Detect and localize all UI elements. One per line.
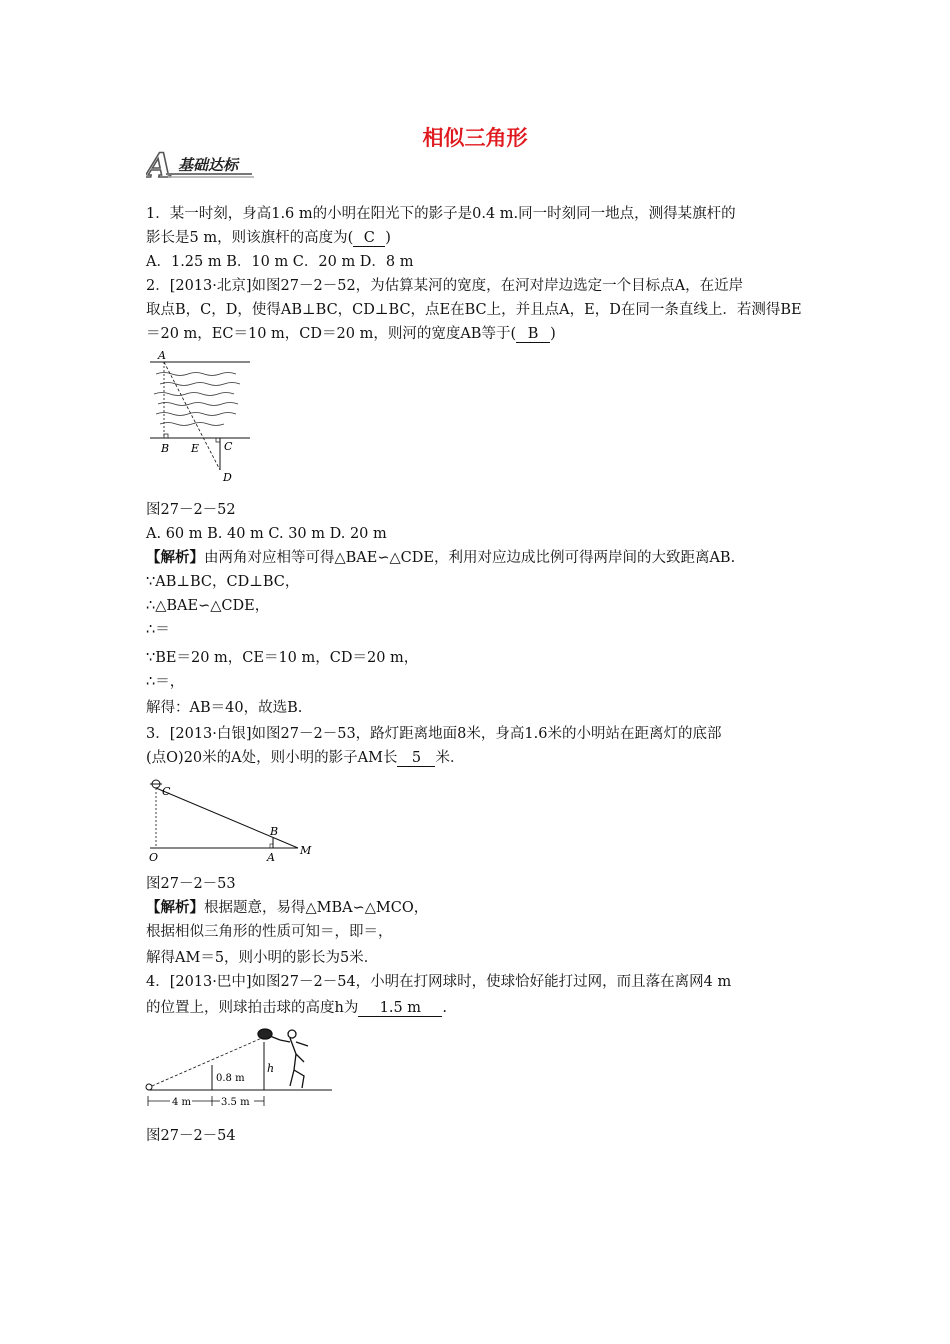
q2-analysis-4: ∴＝: [146, 622, 170, 638]
q2-analysis-7: 解得：AB＝40，故选B.: [146, 700, 303, 716]
label-a: A: [158, 349, 166, 362]
q1-text-line-1: 1．某一时刻，身高1.6 m的小明在阳光下的影子是0.4 m.同一时刻同一地点，测得某旗杆的: [146, 206, 736, 222]
section-badge: [146, 148, 258, 182]
q4-text-line-2: 的位置上，则球拍击球的高度h为 1.5 m .: [146, 1000, 447, 1016]
label-b: B: [161, 442, 170, 455]
q2-text-line-3: ＝20 m，EC＝10 m，CD＝20 m，则河的宽度AB等于( B ): [146, 326, 556, 342]
q3-text-line-1: 3．[2013·白银]如图27－2－53，路灯距离地面8米，身高1.6米的小明站在距离灯的底部: [146, 726, 722, 742]
q2-answer: B: [516, 326, 550, 343]
q2-text-line-1: 2．[2013·北京]如图27－2－52，为估算某河的宽度，在河对岸边选定一个目标点A，在近岸: [146, 278, 744, 294]
figure-streetlight: [146, 772, 326, 864]
q3-text-line-2: (点O)20米的A处，则小明的影子AM长 5 米．: [146, 750, 465, 766]
q3-analysis-1: 【解析】根据题意，易得△MBA∽△MCO，: [146, 899, 429, 916]
figure-river: [146, 348, 256, 484]
label-m: M: [300, 844, 312, 857]
q4-answer: 1.5 m: [358, 1000, 442, 1017]
tennis-player-icon: [258, 1029, 308, 1088]
q2-figure-caption: 图27－2－52: [146, 502, 236, 518]
label-4m: 4 m: [172, 1097, 192, 1108]
q3-figure-caption: 图27－2－53: [146, 876, 236, 892]
figure-tennis: [144, 1024, 334, 1114]
page-title: 相似三角形: [422, 126, 528, 150]
q2-analysis-2: ∵AB⊥BC，CD⊥BC，: [146, 574, 300, 590]
q2-options: A. 60 m B. 40 m C. 30 m D. 20 m: [146, 526, 387, 542]
q1-answer: C: [353, 230, 385, 247]
label-b: B: [270, 825, 279, 838]
label-c: C: [224, 440, 233, 453]
q4-figure-caption: 图27－2－54: [146, 1128, 236, 1144]
label-net-height: 0.8 m: [216, 1073, 245, 1084]
q2-analysis-5: ∵BE＝20 m，CE＝10 m，CD＝20 m，: [146, 650, 419, 666]
q3-analysis-2: 根据相似三角形的性质可知＝，即＝，: [146, 924, 393, 940]
q1-text-line-2: 影长是5 m，则该旗杆的高度为( C ): [146, 230, 391, 246]
label-o: O: [149, 851, 159, 864]
badge-label: 基础达标: [178, 156, 239, 174]
q2-analysis-6: ∴＝，: [146, 674, 185, 690]
badge-letter-a-icon: A: [146, 148, 173, 182]
q3-analysis-3: 解得AM＝5，则小明的影长为5米．: [146, 950, 379, 966]
label-3-5m: 3.5 m: [221, 1097, 250, 1108]
q2-analysis-3: ∴△BAE∽△CDE，: [146, 598, 270, 614]
label-d: D: [223, 471, 232, 484]
q2-text-line-2: 取点B，C，D，使得AB⊥BC，CD⊥BC，点E在BC上，并且点A，E，D在同一条直线上．若测得BE: [146, 302, 802, 318]
q1-options: A．1.25 m B．10 m C．20 m D．8 m: [146, 254, 414, 270]
label-h: h: [267, 1062, 275, 1075]
label-a: A: [267, 851, 275, 864]
q3-answer: 5: [397, 750, 435, 767]
q4-text-line-1: 4．[2013·巴中]如图27－2－54，小明在打网球时，使球恰好能打过网，而且落在离网4 m: [146, 974, 732, 990]
q2-analysis-1: 【解析】由两角对应相等可得△BAE∽△CDE，利用对应边成比例可得两岸间的大致距离AB.: [146, 549, 736, 566]
label-c: C: [162, 785, 171, 798]
label-e: E: [191, 442, 200, 455]
